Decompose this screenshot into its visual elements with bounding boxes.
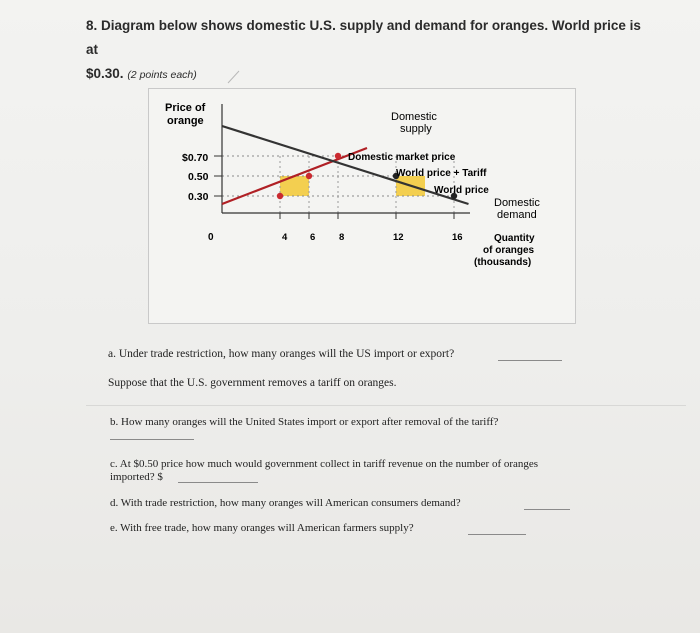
supply-label-line2: supply	[400, 123, 432, 135]
question-c-line1: c. At $0.50 price how much would government collect in tariff revenue on the number of oranges	[110, 458, 539, 470]
tariff-removal-note: Suppose that the U.S. government removes a tariff on oranges.	[108, 377, 397, 389]
domestic-market-price-label: Domestic market price	[348, 152, 456, 163]
question-e: e. With free trade, how many oranges will American farmers supply?	[110, 522, 414, 534]
y-tick-050: 0.50	[188, 171, 209, 183]
xlabel-line2: of oranges	[483, 245, 535, 256]
x-tick-12: 12	[393, 232, 404, 243]
x-tick-8: 8	[339, 232, 345, 243]
dot-supply-050	[306, 173, 312, 179]
x-tick-6: 6	[310, 232, 316, 243]
xlabel-line3: (thousands)	[474, 257, 532, 268]
curves	[222, 126, 469, 204]
y-tick-070: $0.70	[182, 152, 209, 164]
question-title-line2: $0.30.	[86, 66, 124, 81]
answer-a-blank[interactable]	[498, 360, 562, 361]
demand-label-line2: demand	[497, 209, 537, 221]
xlabel-line1: Quantity	[494, 233, 535, 244]
question-b: b. How many oranges will the United States import or export after removal of the tariff?	[110, 416, 499, 428]
answer-e-blank[interactable]	[468, 534, 526, 535]
tariff-revenue-shading	[280, 176, 425, 196]
answer-d-blank[interactable]	[524, 509, 570, 510]
answer-b-blank[interactable]	[110, 439, 194, 440]
question-a: a. Under trade restriction, how many oranges will the US import or export?	[108, 348, 455, 360]
supply-label-line1: Domestic	[391, 111, 437, 123]
ylabel-line1: Price of	[165, 102, 206, 114]
question-d: d. With trade restriction, how many oranges will American consumers demand?	[110, 497, 461, 509]
answer-c-blank[interactable]	[178, 482, 258, 483]
world-price-label: World price	[434, 185, 489, 196]
x-tick-4: 4	[282, 232, 288, 243]
question-title-line1: 8. Diagram below shows domestic U.S. supply and demand for oranges. World price is at	[86, 18, 641, 57]
dot-supply-030	[277, 193, 283, 199]
demand-curve	[222, 126, 469, 204]
question-c-line2: imported? $	[110, 471, 163, 483]
section-divider	[86, 405, 686, 406]
demand-label-line1: Domestic	[494, 197, 540, 209]
ylabel-line2: orange	[167, 115, 204, 127]
points-note: (2 points each)	[127, 69, 197, 81]
y-tick-030: 0.30	[188, 191, 209, 203]
x-tick-16: 16	[452, 232, 463, 243]
dot-equilibrium-070	[335, 153, 341, 159]
world-price-tariff-label: World price + Tariff	[396, 168, 487, 179]
origin-label: 0	[208, 232, 214, 243]
